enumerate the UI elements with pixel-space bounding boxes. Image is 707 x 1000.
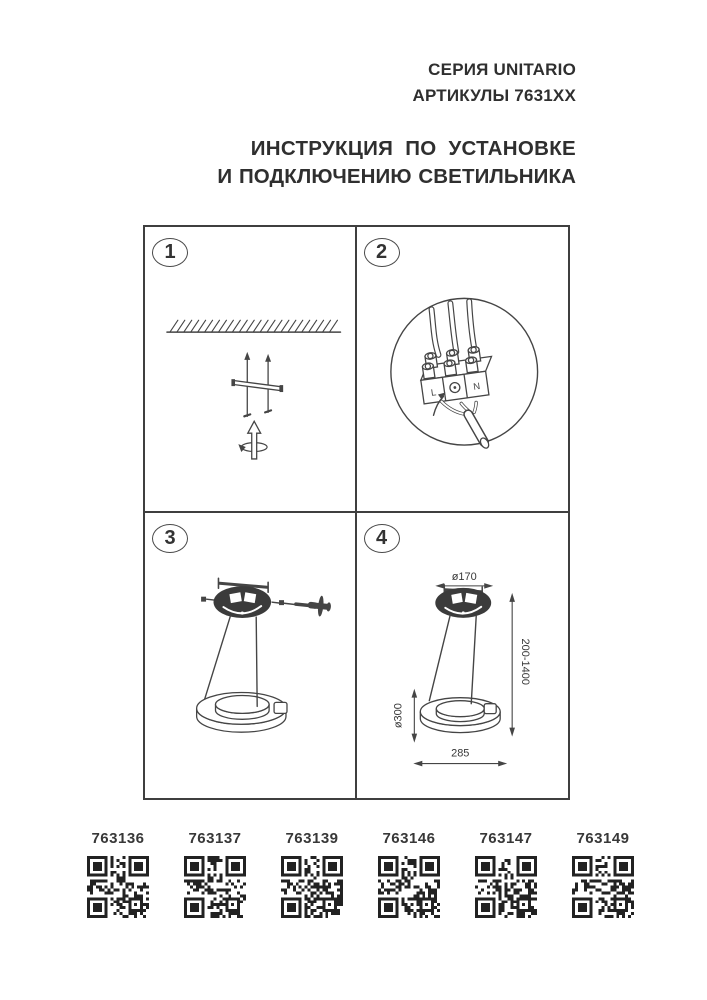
qr-code-image xyxy=(475,856,537,918)
qr-article-number: 763139 xyxy=(285,830,339,847)
qr-code-row xyxy=(86,831,635,918)
step-number: 2 xyxy=(375,241,388,263)
suspension-cable-left xyxy=(205,616,231,699)
qr-article-number: 763149 xyxy=(576,830,630,847)
qr-article-number: 763147 xyxy=(479,830,533,847)
qr-code-image xyxy=(281,856,343,918)
screw-in-arrow xyxy=(238,421,267,459)
canopy xyxy=(214,586,272,618)
qr-code-item xyxy=(474,831,538,918)
step-number-badge xyxy=(364,524,400,553)
steps-grid xyxy=(143,225,570,800)
step-number: 1 xyxy=(164,241,176,263)
qr-article-number: 763136 xyxy=(91,830,145,847)
ring-diameter-dimension xyxy=(392,688,417,742)
qr-code-image xyxy=(87,856,149,918)
series-title: СЕРИЯ UNITARIO xyxy=(428,60,576,79)
qr-code-item xyxy=(377,831,441,918)
anchor-screws xyxy=(231,352,283,416)
terminal-block xyxy=(417,344,497,403)
qr-code-item xyxy=(86,831,150,918)
step-number: 3 xyxy=(164,526,176,549)
step-number-badge xyxy=(152,524,188,553)
terminal-label-neutral: N xyxy=(472,380,481,392)
ring-connector-box xyxy=(274,702,287,713)
step-panel-2 xyxy=(357,227,569,513)
step-number-badge xyxy=(364,238,400,267)
step-panel-4 xyxy=(357,513,569,799)
suspension-height-label: 200-1400 xyxy=(518,638,531,685)
step-1-illustration xyxy=(145,227,355,511)
qr-code-image xyxy=(378,856,440,918)
step-number: 4 xyxy=(375,526,388,549)
instruction-title-line1: ИНСТРУКЦИЯ ПО УСТАНОВКЕ xyxy=(250,137,576,160)
light-ring xyxy=(420,697,500,732)
height-dimension xyxy=(509,592,531,736)
ring-diameter-label: ø300 xyxy=(391,702,404,728)
ceiling-hatch xyxy=(167,320,340,332)
header xyxy=(217,60,576,189)
suspension-cable-left xyxy=(429,614,450,700)
qr-code-item xyxy=(571,831,635,918)
ring-connector-box xyxy=(484,703,496,713)
overall-width-label: 285 xyxy=(450,747,469,760)
step-panel-3 xyxy=(145,513,357,799)
step-2-illustration xyxy=(357,227,569,511)
width-dimension xyxy=(413,747,507,766)
screwdriver xyxy=(283,595,331,616)
suspension-cable-right xyxy=(471,615,476,703)
step-panel-1 xyxy=(145,227,357,513)
step-number-badge xyxy=(152,238,188,267)
canopy-diameter-label: ø170 xyxy=(451,570,477,583)
step-4-illustration xyxy=(357,513,569,799)
qr-code-image xyxy=(572,856,634,918)
qr-code-image xyxy=(184,856,246,918)
qr-code-item xyxy=(183,831,247,918)
mains-wires xyxy=(431,301,474,355)
step-3-illustration xyxy=(145,513,355,799)
qr-article-number: 763137 xyxy=(188,830,242,847)
light-ring xyxy=(197,692,286,732)
articles-subtitle: АРТИКУЛЫ 7631XX xyxy=(412,86,576,105)
instruction-title-line2: И ПОДКЛЮЧЕНИЮ СВЕТИЛЬНИКА xyxy=(217,165,576,188)
suspension-cable-right xyxy=(256,617,257,706)
qr-article-number: 763146 xyxy=(382,830,436,847)
qr-code-item xyxy=(280,831,344,918)
terminal-label-live: L xyxy=(429,386,437,398)
canopy xyxy=(435,587,491,617)
